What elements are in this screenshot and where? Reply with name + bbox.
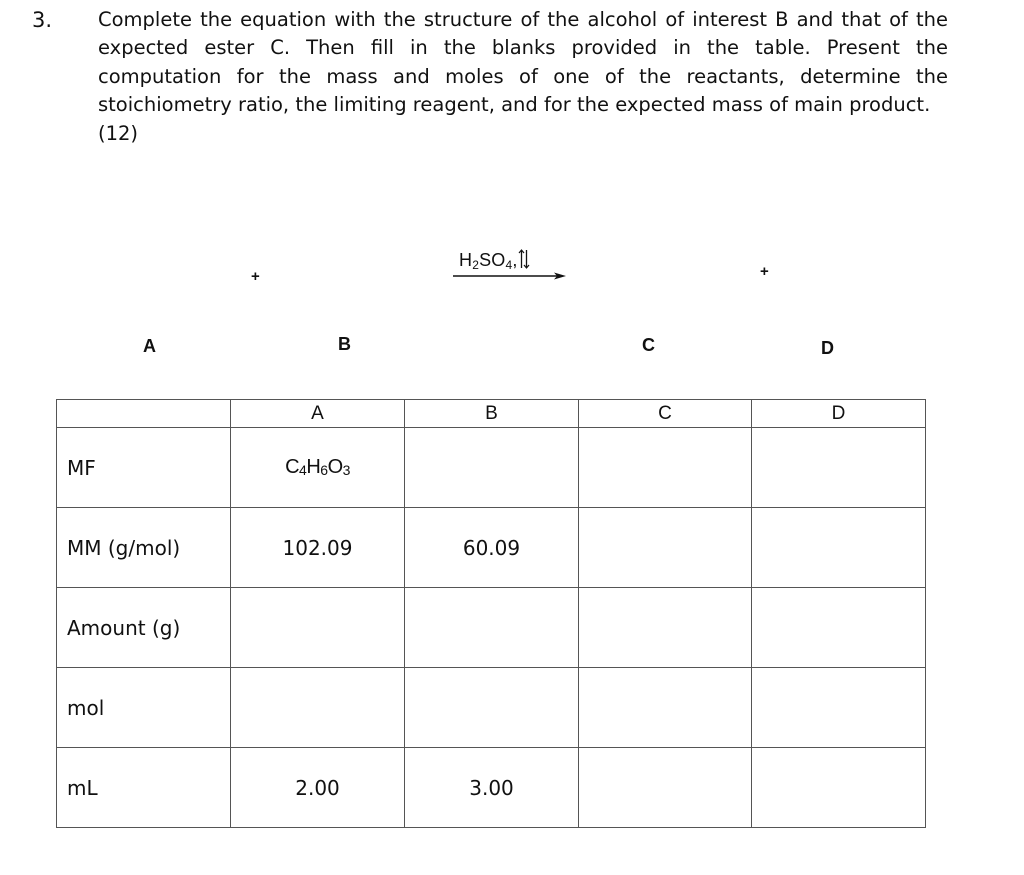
table-header-row — [57, 400, 926, 428]
table-cell: 3.00 — [405, 748, 579, 828]
reflux-icon — [518, 248, 530, 270]
table-cell — [752, 748, 926, 828]
plus-sign-2: + — [760, 263, 769, 280]
table-row — [57, 588, 926, 668]
question-text — [98, 6, 948, 148]
label-d: D — [821, 338, 834, 358]
table-cell — [405, 668, 579, 748]
label-a: A — [143, 336, 156, 356]
header-d: D — [752, 400, 926, 428]
table-cell — [579, 668, 752, 748]
row-label: MM (g/mol) — [57, 508, 231, 588]
table-row — [57, 508, 926, 588]
question-body: Complete the equation with the structure of the alcohol of interest B and that of the expected ester C. Then fill in the blanks provided in the table. Present the computation for the mass and moles of one of the reactants, determine the stoichiometry ratio, the limiting reagent, and for the expected mass of main product. — [98, 8, 948, 117]
table-cell — [231, 668, 405, 748]
label-b: B — [338, 334, 351, 354]
table-cell — [752, 588, 926, 668]
reagent-h: H — [459, 250, 473, 270]
header-corner — [57, 400, 231, 428]
mf-c-n: 4 — [299, 462, 307, 478]
mf-h: H — [306, 456, 321, 478]
table-cell — [231, 588, 405, 668]
table-cell — [752, 428, 926, 508]
reagent-sub-2: 2 — [472, 258, 480, 272]
table-cell — [405, 428, 579, 508]
question-points: (12) — [98, 121, 139, 145]
row-label: MF — [57, 428, 231, 508]
row-label: mol — [57, 668, 231, 748]
mf-o-n: 3 — [342, 462, 350, 478]
table-row — [57, 748, 926, 828]
table-cell — [405, 588, 579, 668]
row-label: Amount (g) — [57, 588, 231, 668]
mf-h-n: 6 — [320, 462, 328, 478]
reagent-table — [56, 399, 926, 828]
table-row — [57, 428, 926, 508]
table-cell — [579, 428, 752, 508]
mf-o: O — [327, 456, 343, 478]
table-cell: 2.00 — [231, 748, 405, 828]
table-cell — [752, 508, 926, 588]
header-a: A — [231, 400, 405, 428]
table-cell — [752, 668, 926, 748]
row-label: mL — [57, 748, 231, 828]
table-cell — [579, 508, 752, 588]
reaction-arrow-icon — [453, 270, 567, 282]
reagent-comma: , — [512, 250, 518, 270]
reagent-so: SO — [479, 250, 506, 270]
header-b: B — [405, 400, 579, 428]
molecular-formula-a — [231, 428, 405, 508]
table-cell: 60.09 — [405, 508, 579, 588]
plus-sign-1: + — [251, 268, 260, 285]
table-cell — [579, 748, 752, 828]
question-number: 3. — [32, 8, 53, 32]
reaction-conditions — [459, 248, 530, 272]
table-cell: 102.09 — [231, 508, 405, 588]
table-row — [57, 668, 926, 748]
reagent-sub-4: 4 — [505, 258, 513, 272]
mf-c: C — [285, 456, 300, 478]
header-c: C — [579, 400, 752, 428]
label-c: C — [642, 335, 655, 355]
table-cell — [579, 588, 752, 668]
